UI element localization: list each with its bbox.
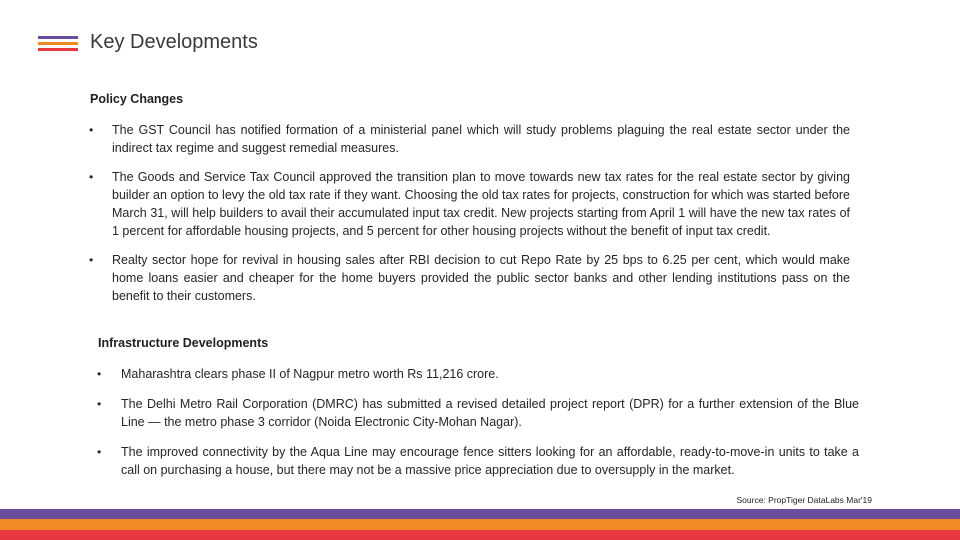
bullet-icon: • [89,253,94,267]
bullet-icon: • [89,170,94,184]
list-item [89,121,850,157]
list-item [89,251,850,305]
list-item [89,168,850,240]
list-item [97,365,859,383]
bullet-icon: • [89,123,94,137]
infrastructure-item-text: The Delhi Metro Rail Corporation (DMRC) has submitted a revised detailed project report (DPR) for a further extension of the Blue Line — the metro phase 3 corridor (Noida Electronic City-Mohan Nagar). [121,397,859,429]
bullet-icon: • [97,367,102,381]
page-title: Key Developments [90,31,258,53]
menu-icon [38,36,78,52]
infrastructure-item-text: The improved connectivity by the Aqua Line may encourage fence sitters looking for an affordable, ready-to-move-in units to take a call on purchasing a house, but there may not be a massive price appreciation due to oversupply in the market. [121,445,859,477]
list-item [97,443,859,479]
infrastructure-list [97,365,859,479]
policy-item-text: The Goods and Service Tax Council approved the transition plan to move towards new tax rates for the real estate sector by giving builder an option to levy the old tax rate if they want. Choosing the old tax rates for projects, construction for which was started before March 31, will help builders to avail their accumulated input tax credit. New projects starting from April 1 will have the new tax rates of 1 percent for affordable housing projects, and 5 percent for other housing projects without the benefit of input tax credit. [112,170,850,238]
infrastructure-heading: Infrastructure Developments [98,336,269,350]
policy-list [89,121,850,305]
bullet-icon: • [97,397,102,411]
policy-heading: Policy Changes [90,92,184,106]
footer-stripe-purple [0,509,960,519]
bullet-icon: • [97,445,102,459]
footer-stripe-orange [0,519,960,530]
list-item [97,395,859,431]
source-note: Source: PropTiger DataLabs Mar'19 [736,495,872,505]
policy-item-text: The GST Council has notified formation of a ministerial panel which will study problems plaguing the real estate sector under the indirect tax regime and suggest remedial measures. [112,123,850,155]
infrastructure-item-text: Maharashtra clears phase II of Nagpur metro worth Rs 11,216 crore. [121,367,499,381]
policy-item-text: Realty sector hope for revival in housing sales after RBI decision to cut Repo Rate by 25 bps to 6.25 per cent, which would make home loans easier and cheaper for the home buyers provided the public sector banks and other lending institutions pass on the benefit to their customers. [112,253,850,303]
footer-stripe-red [0,530,960,540]
